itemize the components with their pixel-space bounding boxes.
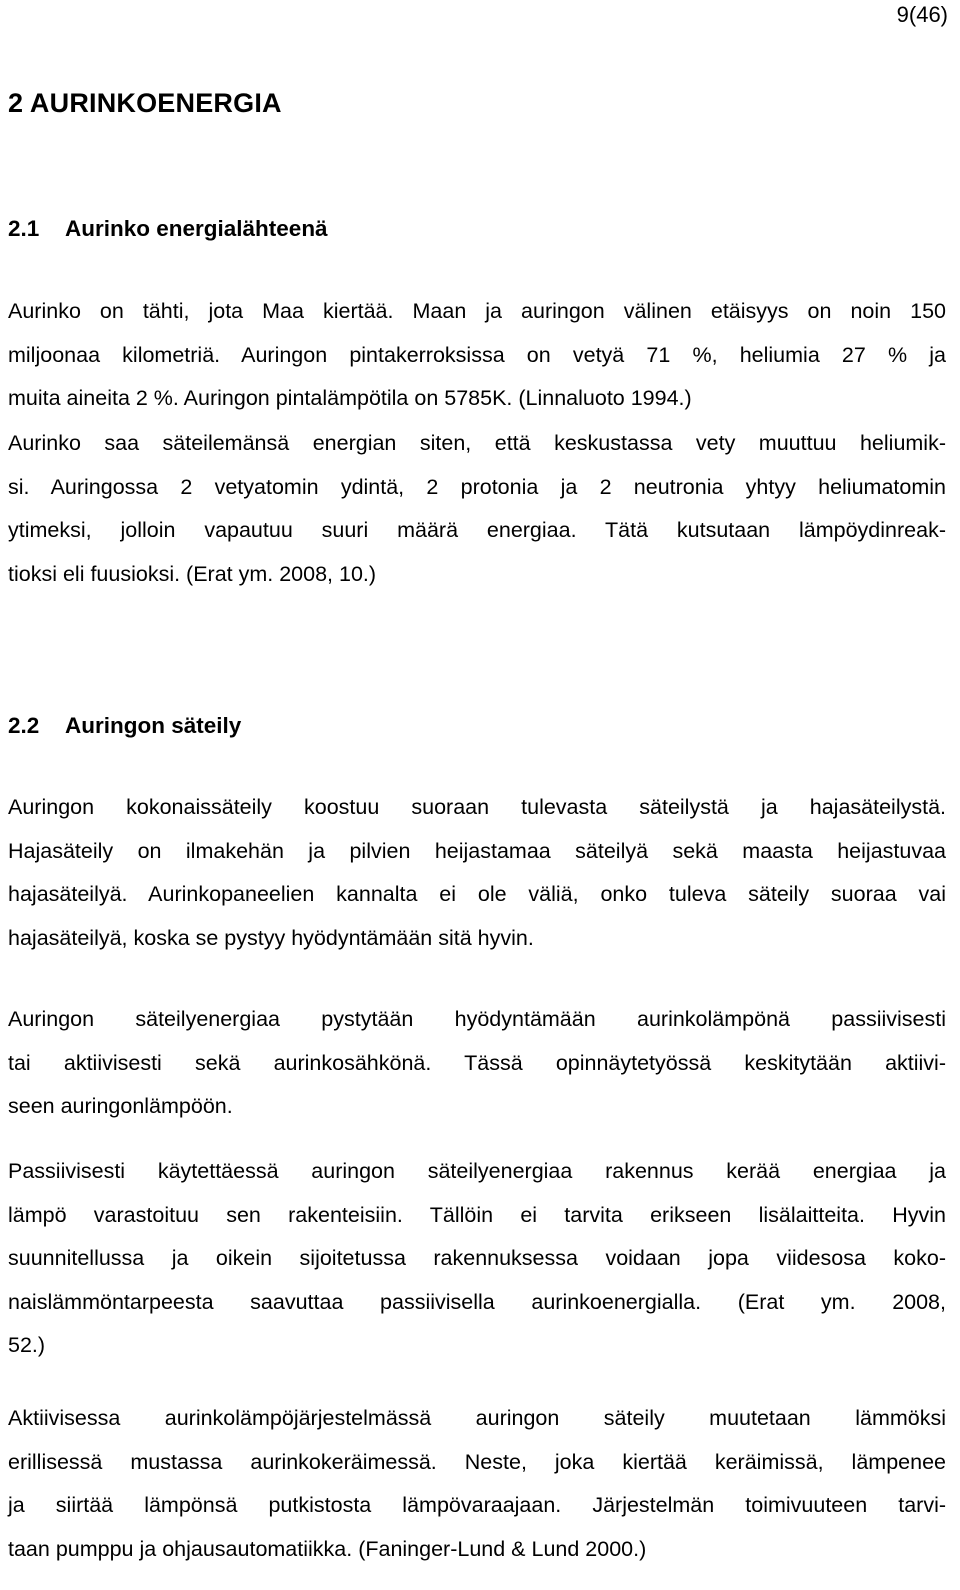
text-line: ytimeksi, jolloin vapautuu suuri määrä energiaa. Tätä kutsutaan lämpöydinreak-: [8, 518, 946, 543]
paragraph-active-system: [8, 1397, 946, 1571]
text-line: muita aineita 2 %. Auringon pintalämpötila on 5785K. (Linnaluoto 1994.): [8, 386, 692, 411]
section-heading-2-1: [8, 214, 328, 244]
paragraph-radiation-use: [8, 998, 946, 1129]
text-line: tioksi eli fuusioksi. (Erat ym. 2008, 10.): [8, 561, 377, 586]
text-line: Passiivisesti käytettäessä auringon säteilyenergiaa rakennus kerää energiaa ja: [8, 1159, 946, 1183]
text-line: Hajasäteily on ilmakehän ja pilvien heijastamaa säteilyä sekä maasta heijastuvaa: [8, 838, 946, 863]
paragraph-sun-basics: [8, 290, 946, 421]
paragraph-total-radiation: [8, 786, 946, 960]
text-line: taan pumppu ja ohjausautomatiikka. (Faninger-Lund & Lund 2000.): [8, 1536, 647, 1561]
text-line: seen auringonlämpöön.: [8, 1094, 233, 1119]
section-title: Aurinko energialähteenä: [65, 216, 328, 241]
text-line: hajasäteilyä, koska se pystyy hyödyntämään sitä hyvin.: [8, 925, 534, 950]
page-number: 9(46): [896, 2, 948, 27]
text-line: si. Auringossa 2 vetyatomin ydintä, 2 protonia ja 2 neutronia yhtyy heliumatomin: [8, 474, 946, 499]
text-line: suunnitellussa ja oikein sijoitetussa rakennuksessa voidaan jopa viidesosa koko-: [8, 1246, 946, 1271]
section-number: 2.1: [8, 216, 40, 241]
section-heading-2-2: [8, 711, 241, 741]
text-line: Aurinko on tähti, jota Maa kiertää. Maan ja auringon välinen etäisyys on noin 150: [8, 299, 946, 323]
section-title: Auringon säteily: [65, 713, 242, 738]
text-line: Aurinko saa säteilemänsä energian siten, että keskustassa vety muuttuu heliumik-: [8, 431, 946, 455]
text-line: lämpö varastoituu sen rakenteisiin. Tällöin ei tarvita erikseen lisälaitteita. Hyvin: [8, 1202, 946, 1227]
text-line: Aktiivisessa aurinkolämpöjärjestelmässä auringon säteily muutetaan lämmöksi: [8, 1406, 946, 1430]
text-line: miljoonaa kilometriä. Auringon pintakerroksissa on vetyä 71 %, heliumia 27 % ja: [8, 342, 946, 367]
text-line: Auringon kokonaissäteily koostuu suoraan tulevasta säteilystä ja hajasäteilystä.: [8, 795, 946, 819]
text-line: naislämmöntarpeesta saavuttaa passiivisella aurinkoenergialla. (Erat ym. 2008,: [8, 1289, 946, 1314]
text-line: erillisessä mustassa aurinkokeräimessä. Neste, joka kiertää keräimissä, lämpenee: [8, 1449, 946, 1474]
paragraph-passive-use: [8, 1150, 946, 1368]
chapter-heading: 2 AURINKOENERGIA: [8, 88, 282, 118]
text-line: hajasäteilyä. Aurinkopaneelien kannalta ei ole väliä, onko tuleva säteily suoraa vai: [8, 882, 946, 907]
text-line: Auringon säteilyenergiaa pystytään hyödyntämään aurinkolämpönä passiivisesti: [8, 1007, 946, 1031]
text-line: tai aktiivisesti sekä aurinkosähkönä. Tässä opinnäytetyössä keskitytään aktiivi-: [8, 1050, 946, 1075]
section-number: 2.2: [8, 713, 40, 738]
paragraph-fusion: [8, 422, 946, 596]
text-line: 52.): [8, 1333, 46, 1358]
text-line: ja siirtää lämpönsä putkistosta lämpövaraajaan. Järjestelmän toimivuuteen tarvi-: [8, 1493, 946, 1518]
